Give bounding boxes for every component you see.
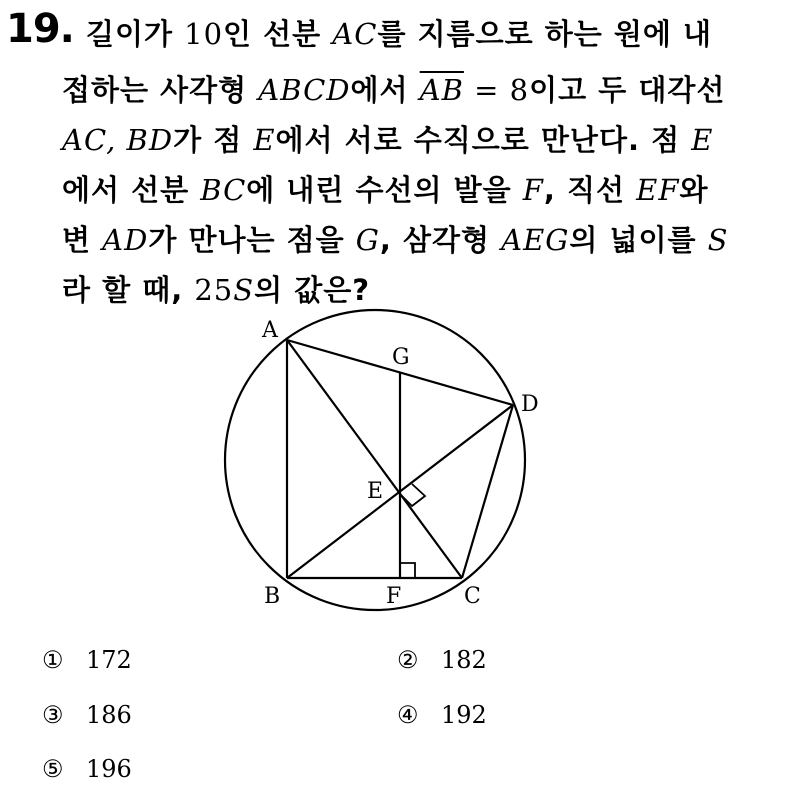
label-e: E	[367, 479, 384, 504]
label-a: A	[262, 318, 278, 343]
choice-3-value: 186	[86, 701, 132, 729]
label-d: D	[521, 392, 539, 417]
choice-1-value: 172	[86, 646, 132, 674]
label-b: B	[264, 584, 281, 609]
question-line-3: AC, BD가 점 E에서 서로 수직으로 만난다. 점 E	[62, 123, 714, 157]
choice-2[interactable]	[397, 646, 487, 674]
choice-2-marker: ②	[397, 646, 419, 674]
question-line-6: 라 할 때, 25S의 값은?	[62, 273, 371, 307]
choice-4[interactable]	[397, 701, 487, 729]
choice-5-value: 196	[86, 755, 132, 783]
choice-3-marker: ③	[42, 701, 64, 729]
question-line-4: 에서 선분 BC에 내린 수선의 발을 F, 직선 EF와	[62, 173, 709, 207]
choice-1[interactable]	[42, 646, 132, 674]
question-number: 19.	[6, 6, 74, 52]
side-cd	[462, 405, 513, 578]
choice-1-marker: ①	[42, 646, 64, 674]
label-g: G	[392, 345, 410, 370]
choice-4-marker: ④	[397, 701, 419, 729]
right-angle-mark-f	[400, 563, 415, 578]
choice-5[interactable]	[42, 755, 132, 783]
choice-5-marker: ⑤	[42, 755, 64, 783]
diagonal-ac	[287, 340, 462, 578]
question-line-2: 접하는 사각형 ABCD에서 $\overline{AB} = 8$이고 두 대각선	[62, 73, 726, 107]
label-f: F	[386, 584, 402, 609]
question-line-1: 길이가 10인 선분 AC를 지름으로 하는 원에 내	[86, 17, 712, 51]
question-line-5: 변 AD가 만나는 점을 G, 삼각형 AEG의 넓이를 S	[62, 223, 729, 257]
choice-4-value: 192	[441, 701, 487, 729]
choice-3[interactable]	[42, 701, 132, 729]
label-c: C	[464, 584, 481, 609]
choice-2-value: 182	[441, 646, 487, 674]
